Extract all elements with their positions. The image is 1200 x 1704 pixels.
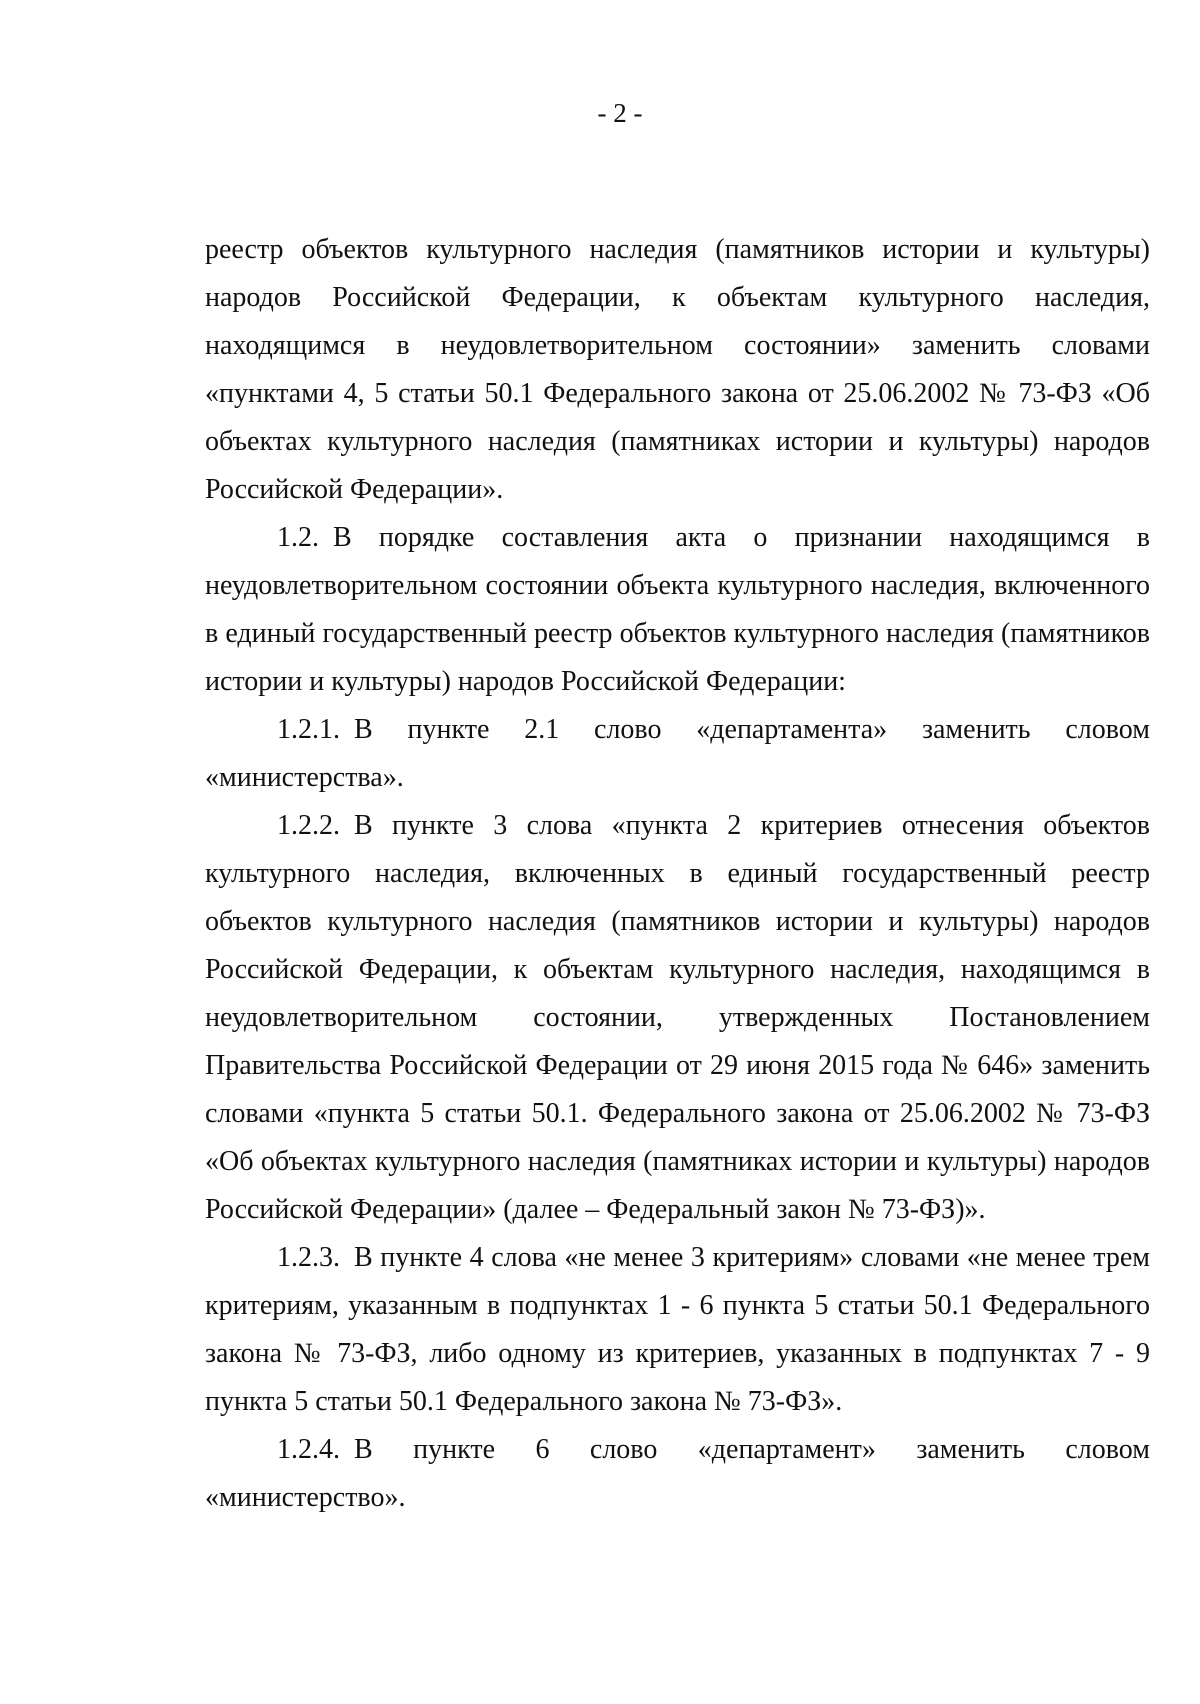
page-number: - 2 - (597, 98, 643, 128)
paragraph-number: 1.2.2. (277, 810, 340, 841)
paragraph-text: В пункте 3 слова «пункта 2 критериев отнесения объектов культурного наследия, включенных в единый государственный реестр объектов культурного наследия (памятников истории и культуры) народов Российской Федерации, к объектам культурного наследия, находящимся в неудовлетворительном состоянии, утвержденных Постановлением Правительства Российской Федерации от 29 июня 2015 года № 646» заменить словами «пункта 5 статьи 50.1. Федерального закона от 25.06.2002 № 73-ФЗ «Об объектах культурного наследия (памятниках истории и культуры) народов Российской Федерации» (далее – Федеральный закон № 73-ФЗ)». (205, 810, 1150, 1225)
paragraph-1-2-4 (205, 1426, 1150, 1522)
paragraph-text: В пункте 2.1 слово «департамента» заменить словом «министерства». (205, 714, 1150, 793)
paragraph-number: 1.2.3. (277, 1242, 340, 1273)
paragraph-number: 1.2.4. (277, 1434, 340, 1465)
document-body (205, 226, 1150, 1522)
paragraph-continuation: реестр объектов культурного наследия (памятников истории и культуры) народов Российской Федерации, к объектам культурного наследия, находящимся в неудовлетворительном состоянии» заменить словами «пунктами 4, 5 статьи 50.1 Федерального закона от 25.06.2002 № 73-ФЗ «Об объектах культурного наследия (памятниках истории и культуры) народов Российской Федерации». (205, 234, 1150, 505)
paragraph-1-2-3 (205, 1234, 1150, 1426)
paragraph-number: 1.2.1. (277, 714, 340, 745)
paragraph-text: В пункте 6 слово «департамент» заменить словом «министерство». (205, 1434, 1150, 1513)
paragraph-text: В пункте 4 слова «не менее 3 критериям» словами «не менее трем критериям, указанным в подпунктах 1 - 6 пункта 5 статьи 50.1 Федерального закона № 73-ФЗ, либо одному из критериев, указанных в подпунктах 7 - 9 пункта 5 статьи 50.1 Федерального закона № 73-ФЗ». (205, 1242, 1150, 1417)
paragraph-1-2-2 (205, 802, 1150, 1234)
paragraph-number: 1.2. (277, 522, 319, 553)
paragraph-1-2 (205, 514, 1150, 706)
paragraph-1-2-1 (205, 706, 1150, 802)
paragraph-text: В порядке составления акта о признании находящимся в неудовлетворительном состоянии объекта культурного наследия, включенного в единый государственный реестр объектов культурного наследия (памятников истории и культуры) народов Российской Федерации: (205, 522, 1150, 697)
